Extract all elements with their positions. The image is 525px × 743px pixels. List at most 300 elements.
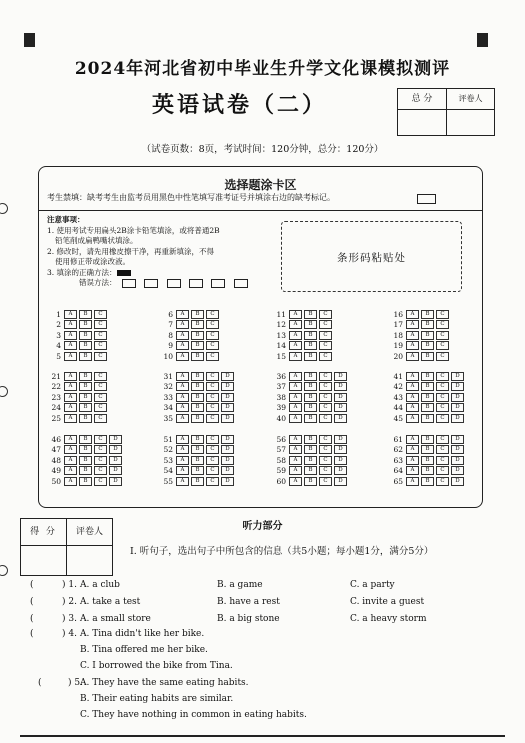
answer-row	[47, 320, 109, 331]
answer-paren[interactable]: (	[38, 678, 42, 688]
answer-bubble-c[interactable]: C	[94, 310, 107, 319]
answer-bubble-d[interactable]: D	[109, 477, 122, 486]
question-number: 15	[276, 351, 286, 361]
answer-bubble-c[interactable]: C	[319, 352, 332, 361]
answer-bubble-c[interactable]: C	[206, 393, 219, 402]
answer-bubble-a[interactable]: A	[176, 331, 189, 340]
answer-bubble-b[interactable]: B	[191, 445, 204, 454]
answer-row	[47, 434, 124, 445]
score-box-grader-label: 评卷人	[447, 89, 494, 110]
answer-bubble-c[interactable]: C	[206, 456, 219, 465]
answer-bubble-a[interactable]: A	[289, 320, 302, 329]
answer-bubble-a[interactable]: A	[289, 403, 302, 412]
answer-bubble-b[interactable]: B	[421, 403, 434, 412]
answer-row	[389, 455, 466, 466]
grader-score-label: 得 分	[21, 519, 67, 546]
answer-bubble-c[interactable]: C	[436, 331, 449, 340]
answer-bubble-b[interactable]: B	[191, 477, 204, 486]
question-group	[47, 434, 124, 487]
answer-bubble-a[interactable]: A	[289, 414, 302, 423]
answer-bubble-b[interactable]: B	[304, 372, 317, 381]
answer-bubble-d[interactable]: D	[221, 382, 234, 391]
answer-bubble-c[interactable]: C	[436, 382, 449, 391]
answer-bubble-a[interactable]: A	[176, 393, 189, 402]
answer-bubble-c[interactable]: C	[206, 403, 219, 412]
answer-bubble-b[interactable]: B	[79, 435, 92, 444]
answer-bubble-b[interactable]: B	[421, 331, 434, 340]
answer-row	[159, 403, 236, 414]
answer-bubble-b[interactable]: B	[304, 320, 317, 329]
answer-bubble-b[interactable]: B	[421, 320, 434, 329]
answer-bubble-b[interactable]: B	[304, 414, 317, 423]
answer-bubble-a[interactable]: A	[64, 477, 77, 486]
correct-fill-example	[117, 270, 131, 276]
answer-bubble-c[interactable]: C	[319, 466, 332, 475]
answer-row	[159, 371, 236, 382]
answer-bubble-b[interactable]: B	[191, 382, 204, 391]
registration-mark-right	[477, 33, 488, 47]
question-number: 57	[276, 445, 286, 455]
answer-bubble-b[interactable]: B	[421, 382, 434, 391]
answer-option: B. Their eating habits are similar.	[80, 694, 234, 704]
answer-bubble-d[interactable]: D	[334, 456, 347, 465]
answer-bubble-a[interactable]: A	[64, 331, 77, 340]
answer-bubble-a[interactable]: A	[176, 414, 189, 423]
answer-row	[272, 476, 349, 487]
answer-bubble-b[interactable]: B	[79, 393, 92, 402]
answer-bubble-b[interactable]: B	[191, 435, 204, 444]
question-group	[159, 434, 236, 487]
question-number: 43	[393, 392, 403, 402]
answer-bubble-a[interactable]: A	[176, 382, 189, 391]
answer-bubble-a[interactable]: A	[176, 435, 189, 444]
answer-bubble-d[interactable]: D	[334, 372, 347, 381]
answer-bubble-c[interactable]: C	[206, 414, 219, 423]
grader-table	[20, 518, 113, 576]
answer-bubble-a[interactable]: A	[64, 320, 77, 329]
answer-bubble-d[interactable]: D	[334, 435, 347, 444]
answer-bubble-c[interactable]: C	[206, 477, 219, 486]
answer-bubble-c[interactable]: C	[436, 445, 449, 454]
answer-bubble-c[interactable]: C	[94, 414, 107, 423]
answer-row	[47, 341, 109, 352]
question-number: 20	[393, 351, 403, 361]
answer-bubble-b[interactable]: B	[191, 310, 204, 319]
answer-bubble-b[interactable]: B	[421, 477, 434, 486]
answer-bubble-b[interactable]: B	[304, 466, 317, 475]
answer-card	[38, 166, 483, 508]
answer-bubble-d[interactable]: D	[451, 435, 464, 444]
answer-bubble-a[interactable]: A	[64, 414, 77, 423]
answer-bubble-b[interactable]: B	[79, 372, 92, 381]
answer-bubble-c[interactable]: C	[319, 435, 332, 444]
answer-bubble-c[interactable]: C	[94, 403, 107, 412]
answer-bubble-a[interactable]: A	[289, 352, 302, 361]
answer-bubble-b[interactable]: B	[79, 331, 92, 340]
answer-bubble-c[interactable]: C	[94, 352, 107, 361]
answer-bubble-a[interactable]: A	[64, 393, 77, 402]
answer-bubble-a[interactable]: A	[289, 372, 302, 381]
answer-bubble-a[interactable]: A	[176, 372, 189, 381]
answer-bubble-d[interactable]: D	[334, 466, 347, 475]
answer-bubble-b[interactable]: B	[79, 310, 92, 319]
question-number: 31	[163, 371, 173, 381]
answer-row	[159, 382, 236, 393]
answer-bubble-a[interactable]: A	[289, 331, 302, 340]
answer-row	[159, 476, 236, 487]
answer-row	[272, 455, 349, 466]
answer-bubble-c[interactable]: C	[436, 393, 449, 402]
question-number: 5	[56, 351, 61, 361]
question-number: 19	[393, 341, 403, 351]
question-group	[389, 309, 451, 362]
answer-bubble-d[interactable]: D	[334, 477, 347, 486]
answer-row	[47, 455, 124, 466]
answer-bubble-c[interactable]: C	[206, 372, 219, 381]
answer-bubble-a[interactable]: A	[406, 414, 419, 423]
answer-option: A. Tina didn't like her bike.	[80, 629, 205, 639]
answer-bubble-a[interactable]: A	[176, 456, 189, 465]
answer-bubble-b[interactable]: B	[191, 456, 204, 465]
question-number: 39	[276, 403, 286, 413]
answer-bubble-a[interactable]: A	[289, 445, 302, 454]
question-number: 23	[51, 392, 61, 402]
answer-row	[272, 403, 349, 414]
answer-bubble-a[interactable]: A	[406, 435, 419, 444]
answer-bubble-a[interactable]: A	[64, 435, 77, 444]
answer-row	[47, 371, 109, 382]
answer-row	[47, 476, 124, 487]
answer-bubble-c[interactable]: C	[206, 320, 219, 329]
answer-bubble-c[interactable]: C	[319, 331, 332, 340]
answer-bubble-c[interactable]: C	[94, 466, 107, 475]
note-line: 3. 填涂的正确方法：	[47, 267, 117, 277]
answer-bubble-a[interactable]: A	[64, 456, 77, 465]
answer-bubble-c[interactable]: C	[94, 435, 107, 444]
question-number: ) 5.	[68, 678, 83, 688]
answer-bubble-c[interactable]: C	[94, 331, 107, 340]
answer-bubble-c[interactable]: C	[319, 456, 332, 465]
answer-bubble-c[interactable]: C	[206, 466, 219, 475]
answer-bubble-d[interactable]: D	[334, 393, 347, 402]
answer-row	[47, 413, 109, 424]
answer-bubble-b[interactable]: B	[421, 414, 434, 423]
answer-bubble-b[interactable]: B	[304, 341, 317, 350]
answer-bubble-d[interactable]: D	[221, 466, 234, 475]
question-number: 54	[163, 466, 173, 476]
answer-bubble-a[interactable]: A	[406, 466, 419, 475]
answer-bubble-c[interactable]: C	[206, 435, 219, 444]
answer-option: C. They have nothing in common in eating habits.	[80, 710, 307, 720]
absent-note: 考生禁填：缺考考生由监考员用黑色中性笔填写准考证号并填涂右边的缺考标记。	[47, 193, 335, 202]
answer-bubble-a[interactable]: A	[176, 310, 189, 319]
answer-bubble-d[interactable]: D	[334, 382, 347, 391]
answer-bubble-d[interactable]: D	[221, 403, 234, 412]
answer-bubble-a[interactable]: A	[64, 466, 77, 475]
answer-bubble-d[interactable]: D	[451, 372, 464, 381]
answer-bubble-d[interactable]: D	[334, 403, 347, 412]
answer-bubble-c[interactable]: C	[206, 382, 219, 391]
answer-bubble-c[interactable]: C	[206, 310, 219, 319]
answer-bubble-b[interactable]: B	[79, 456, 92, 465]
answer-bubble-a[interactable]: A	[64, 352, 77, 361]
question-number: 21	[51, 371, 61, 381]
question-number: ) 3.	[62, 614, 77, 624]
answer-bubble-c[interactable]: C	[436, 320, 449, 329]
answer-bubble-c[interactable]: C	[436, 477, 449, 486]
question-number: 50	[51, 476, 61, 486]
barcode-area	[281, 221, 462, 292]
answer-row	[389, 320, 451, 331]
answer-paren[interactable]: (	[30, 597, 34, 607]
answer-bubble-a[interactable]: A	[176, 466, 189, 475]
answer-bubble-c[interactable]: C	[94, 456, 107, 465]
question-number: 16	[393, 309, 403, 319]
answer-bubble-c[interactable]: C	[94, 477, 107, 486]
wrong-fill-line-icon	[189, 279, 203, 288]
answer-bubble-a[interactable]: A	[406, 456, 419, 465]
answer-bubble-b[interactable]: B	[421, 435, 434, 444]
answer-bubble-c[interactable]: C	[436, 341, 449, 350]
answer-bubble-a[interactable]: A	[289, 477, 302, 486]
answer-bubble-b[interactable]: B	[79, 403, 92, 412]
answer-bubble-a[interactable]: A	[289, 393, 302, 402]
answer-bubble-d[interactable]: D	[109, 445, 122, 454]
answer-bubble-d[interactable]: D	[221, 456, 234, 465]
answer-bubble-a[interactable]: A	[406, 393, 419, 402]
answer-row	[272, 371, 349, 382]
answer-bubble-b[interactable]: B	[304, 382, 317, 391]
answer-bubble-d[interactable]: D	[221, 477, 234, 486]
answer-bubble-a[interactable]: A	[406, 341, 419, 350]
answer-row	[389, 382, 466, 393]
answer-bubble-d[interactable]: D	[451, 382, 464, 391]
answer-bubble-a[interactable]: A	[176, 341, 189, 350]
question-number: 14	[276, 341, 286, 351]
answer-bubble-c[interactable]: C	[319, 320, 332, 329]
answer-bubble-d[interactable]: D	[221, 372, 234, 381]
answer-bubble-d[interactable]: D	[451, 393, 464, 402]
answer-bubble-a[interactable]: A	[289, 466, 302, 475]
answer-bubble-c[interactable]: C	[206, 352, 219, 361]
answer-bubble-c[interactable]: C	[319, 477, 332, 486]
answer-bubble-c[interactable]: C	[436, 372, 449, 381]
answer-bubble-b[interactable]: B	[191, 393, 204, 402]
answer-bubble-b[interactable]: B	[421, 466, 434, 475]
answer-bubble-d[interactable]: D	[109, 466, 122, 475]
answer-bubble-c[interactable]: C	[94, 372, 107, 381]
answer-bubble-b[interactable]: B	[304, 456, 317, 465]
answer-bubble-d[interactable]: D	[451, 466, 464, 475]
answer-bubble-a[interactable]: A	[64, 382, 77, 391]
answer-paren[interactable]: (	[30, 614, 34, 624]
answer-bubble-b[interactable]: B	[304, 331, 317, 340]
answer-bubble-a[interactable]: A	[64, 372, 77, 381]
answer-bubble-d[interactable]: D	[451, 445, 464, 454]
answer-bubble-b[interactable]: B	[191, 331, 204, 340]
answer-paren[interactable]: (	[30, 580, 34, 590]
answer-option: C. a party	[350, 580, 395, 590]
answer-bubble-b[interactable]: B	[304, 393, 317, 402]
answer-bubble-a[interactable]: A	[176, 477, 189, 486]
answer-bubble-c[interactable]: C	[94, 320, 107, 329]
answer-paren[interactable]: (	[30, 629, 34, 639]
answer-bubble-b[interactable]: B	[79, 477, 92, 486]
answer-bubble-b[interactable]: B	[79, 466, 92, 475]
question-number: 35	[163, 413, 173, 423]
answer-bubble-c[interactable]: C	[206, 331, 219, 340]
answer-bubble-a[interactable]: A	[406, 382, 419, 391]
answer-bubble-b[interactable]: B	[421, 341, 434, 350]
question-number: 4	[56, 341, 61, 351]
answer-bubble-b[interactable]: B	[191, 466, 204, 475]
answer-bubble-a[interactable]: A	[406, 445, 419, 454]
wrong-fill-check-icon	[122, 279, 136, 288]
question-number: 59	[276, 466, 286, 476]
answer-bubble-c[interactable]: C	[206, 341, 219, 350]
answer-bubble-d[interactable]: D	[109, 435, 122, 444]
answer-bubble-a[interactable]: A	[64, 341, 77, 350]
answer-bubble-b[interactable]: B	[304, 477, 317, 486]
answer-row	[159, 445, 236, 456]
answer-bubble-d[interactable]: D	[451, 414, 464, 423]
answer-row	[389, 403, 466, 414]
answer-bubble-b[interactable]: B	[421, 456, 434, 465]
wrong-fill-cross-icon	[167, 279, 181, 288]
answer-bubble-b[interactable]: B	[421, 310, 434, 319]
answer-bubble-c[interactable]: C	[319, 403, 332, 412]
answer-bubble-d[interactable]: D	[221, 393, 234, 402]
answer-bubble-a[interactable]: A	[176, 445, 189, 454]
answer-bubble-a[interactable]: A	[289, 435, 302, 444]
answer-bubble-a[interactable]: A	[64, 403, 77, 412]
answer-bubble-a[interactable]: A	[289, 310, 302, 319]
answer-bubble-b[interactable]: B	[191, 414, 204, 423]
answer-bubble-c[interactable]: C	[319, 341, 332, 350]
answer-bubble-a[interactable]: A	[406, 331, 419, 340]
answer-bubble-c[interactable]: C	[94, 393, 107, 402]
answer-bubble-b[interactable]: B	[421, 393, 434, 402]
answer-bubble-c[interactable]: C	[94, 382, 107, 391]
answer-bubble-a[interactable]: A	[176, 403, 189, 412]
question-group	[159, 309, 221, 362]
answer-bubble-b[interactable]: B	[421, 372, 434, 381]
answer-option: C. I borrowed the bike from Tina.	[80, 661, 233, 671]
answer-bubble-b[interactable]: B	[79, 414, 92, 423]
answer-bubble-b[interactable]: B	[191, 320, 204, 329]
answer-bubble-c[interactable]: C	[206, 445, 219, 454]
answer-bubble-a[interactable]: A	[289, 382, 302, 391]
answer-bubble-d[interactable]: D	[334, 445, 347, 454]
answer-bubble-a[interactable]: A	[406, 477, 419, 486]
answer-bubble-b[interactable]: B	[191, 341, 204, 350]
answer-bubble-c[interactable]: C	[436, 466, 449, 475]
answer-bubble-b[interactable]: B	[191, 403, 204, 412]
question-number: 60	[276, 476, 286, 486]
answer-bubble-a[interactable]: A	[289, 341, 302, 350]
question-number: ) 4.	[62, 629, 77, 639]
note-line: 铅笔削成扁鸭嘴状填涂。	[55, 236, 138, 245]
answer-bubble-c[interactable]: C	[436, 456, 449, 465]
binding-hole	[0, 386, 8, 397]
answer-bubble-b[interactable]: B	[304, 435, 317, 444]
answer-bubble-c[interactable]: C	[319, 310, 332, 319]
answer-bubble-d[interactable]: D	[451, 477, 464, 486]
answer-row	[389, 476, 466, 487]
question-number: 1	[56, 309, 61, 319]
answer-option: B. a big stone	[217, 614, 280, 624]
barcode-label: 条形码粘贴处	[337, 252, 406, 264]
answer-bubble-b[interactable]: B	[191, 372, 204, 381]
answer-bubble-b[interactable]: B	[304, 445, 317, 454]
answer-bubble-c[interactable]: C	[436, 414, 449, 423]
answer-bubble-c[interactable]: C	[436, 403, 449, 412]
answer-bubble-a[interactable]: A	[176, 352, 189, 361]
answer-bubble-c[interactable]: C	[94, 445, 107, 454]
answer-bubble-a[interactable]: A	[406, 310, 419, 319]
answer-bubble-b[interactable]: B	[421, 352, 434, 361]
answer-bubble-a[interactable]: A	[176, 320, 189, 329]
absent-mark-box[interactable]	[417, 194, 436, 204]
answer-bubble-b[interactable]: B	[79, 382, 92, 391]
answer-bubble-c[interactable]: C	[319, 372, 332, 381]
answer-row	[47, 330, 109, 341]
answer-bubble-a[interactable]: A	[289, 456, 302, 465]
answer-bubble-c[interactable]: C	[319, 393, 332, 402]
answer-bubble-b[interactable]: B	[304, 310, 317, 319]
question-number: 64	[393, 466, 403, 476]
note-line: 错误方法：	[79, 278, 117, 287]
answer-bubble-b[interactable]: B	[421, 445, 434, 454]
question-number: 32	[163, 382, 173, 392]
answer-bubble-a[interactable]: A	[406, 320, 419, 329]
grader-name-label: 评卷人	[67, 519, 112, 546]
answer-bubble-c[interactable]: C	[436, 310, 449, 319]
answer-bubble-b[interactable]: B	[79, 320, 92, 329]
answer-bubble-d[interactable]: D	[221, 435, 234, 444]
answer-option: A. They have the same eating habits.	[80, 678, 249, 688]
answer-bubble-c[interactable]: C	[436, 352, 449, 361]
answer-bubble-d[interactable]: D	[221, 414, 234, 423]
answer-bubble-b[interactable]: B	[191, 352, 204, 361]
answer-bubble-c[interactable]: C	[94, 341, 107, 350]
question-number: 45	[393, 413, 403, 423]
answer-bubble-a[interactable]: A	[406, 372, 419, 381]
answer-bubble-d[interactable]: D	[451, 403, 464, 412]
answer-bubble-d[interactable]: D	[109, 456, 122, 465]
answer-bubble-c[interactable]: C	[436, 435, 449, 444]
answer-bubble-c[interactable]: C	[319, 414, 332, 423]
answer-bubble-d[interactable]: D	[334, 414, 347, 423]
answer-option: C. invite a guest	[350, 597, 425, 607]
answer-bubble-b[interactable]: B	[304, 403, 317, 412]
answer-row	[389, 434, 466, 445]
answer-bubble-b[interactable]: B	[79, 445, 92, 454]
answer-bubble-c[interactable]: C	[319, 382, 332, 391]
answer-bubble-b[interactable]: B	[304, 352, 317, 361]
answer-bubble-b[interactable]: B	[79, 341, 92, 350]
question-number: 47	[51, 445, 61, 455]
answer-bubble-a[interactable]: A	[64, 310, 77, 319]
answer-bubble-a[interactable]: A	[406, 403, 419, 412]
answer-bubble-d[interactable]: D	[221, 445, 234, 454]
answer-bubble-c[interactable]: C	[319, 445, 332, 454]
answer-bubble-d[interactable]: D	[451, 456, 464, 465]
answer-bubble-a[interactable]: A	[64, 445, 77, 454]
answer-option: B. a game	[217, 580, 263, 590]
answer-bubble-b[interactable]: B	[79, 352, 92, 361]
answer-bubble-a[interactable]: A	[406, 352, 419, 361]
